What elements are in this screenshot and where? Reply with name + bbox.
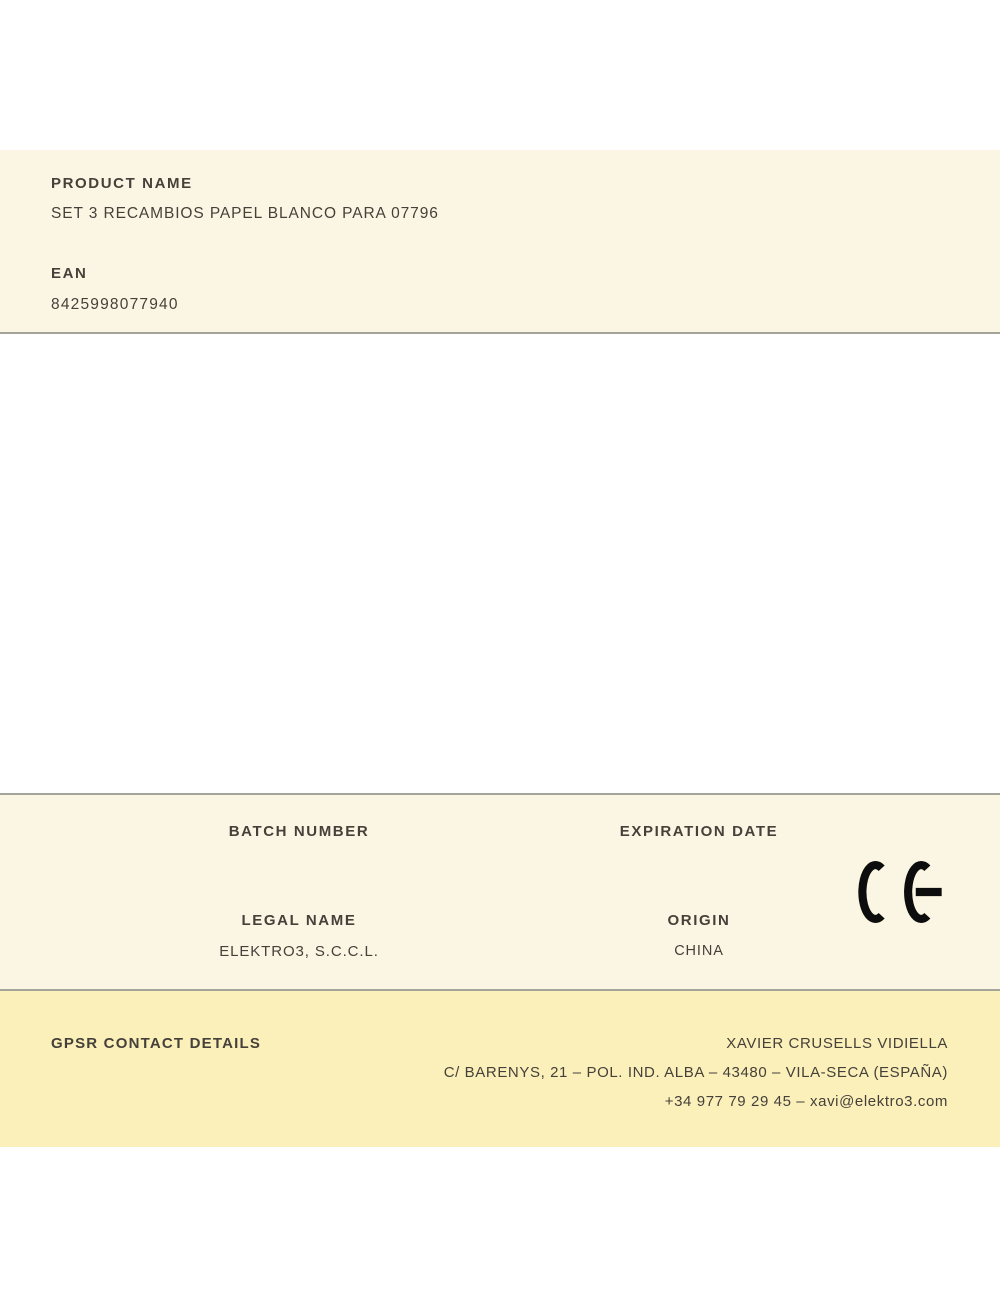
ean-label: EAN	[51, 265, 88, 282]
product-name-value: SET 3 RECAMBIOS PAPEL BLANCO PARA 07796	[51, 205, 439, 222]
gpsr-contact-band	[0, 991, 1000, 1147]
product-name-label: PRODUCT NAME	[51, 175, 193, 192]
gpsr-contact-phone-email: +34 977 79 29 45 – xavi@elektro3.com	[664, 1093, 948, 1110]
expiration-date-label: EXPIRATION DATE	[619, 823, 779, 840]
batch-legal-band	[0, 793, 1000, 991]
gpsr-contact-label: GPSR CONTACT DETAILS	[51, 1035, 262, 1052]
origin-label: ORIGIN	[667, 912, 731, 929]
legal-name-label: LEGAL NAME	[241, 912, 357, 929]
legal-name-value: ELEKTRO3, S.C.C.L.	[219, 943, 379, 960]
ean-value: 8425998077940	[51, 296, 179, 313]
gpsr-contact-name: XAVIER CRUSELLS VIDIELLA	[726, 1035, 948, 1052]
gpsr-contact-block	[444, 1029, 948, 1116]
batch-number-label: BATCH NUMBER	[228, 823, 370, 840]
gpsr-contact-address: C/ BARENYS, 21 – POL. IND. ALBA – 43480 – VILA-SECA (ESPAÑA)	[443, 1064, 948, 1081]
product-info-band	[0, 150, 1000, 334]
origin-value: CHINA	[674, 943, 724, 959]
ce-marking-icon	[858, 861, 942, 923]
